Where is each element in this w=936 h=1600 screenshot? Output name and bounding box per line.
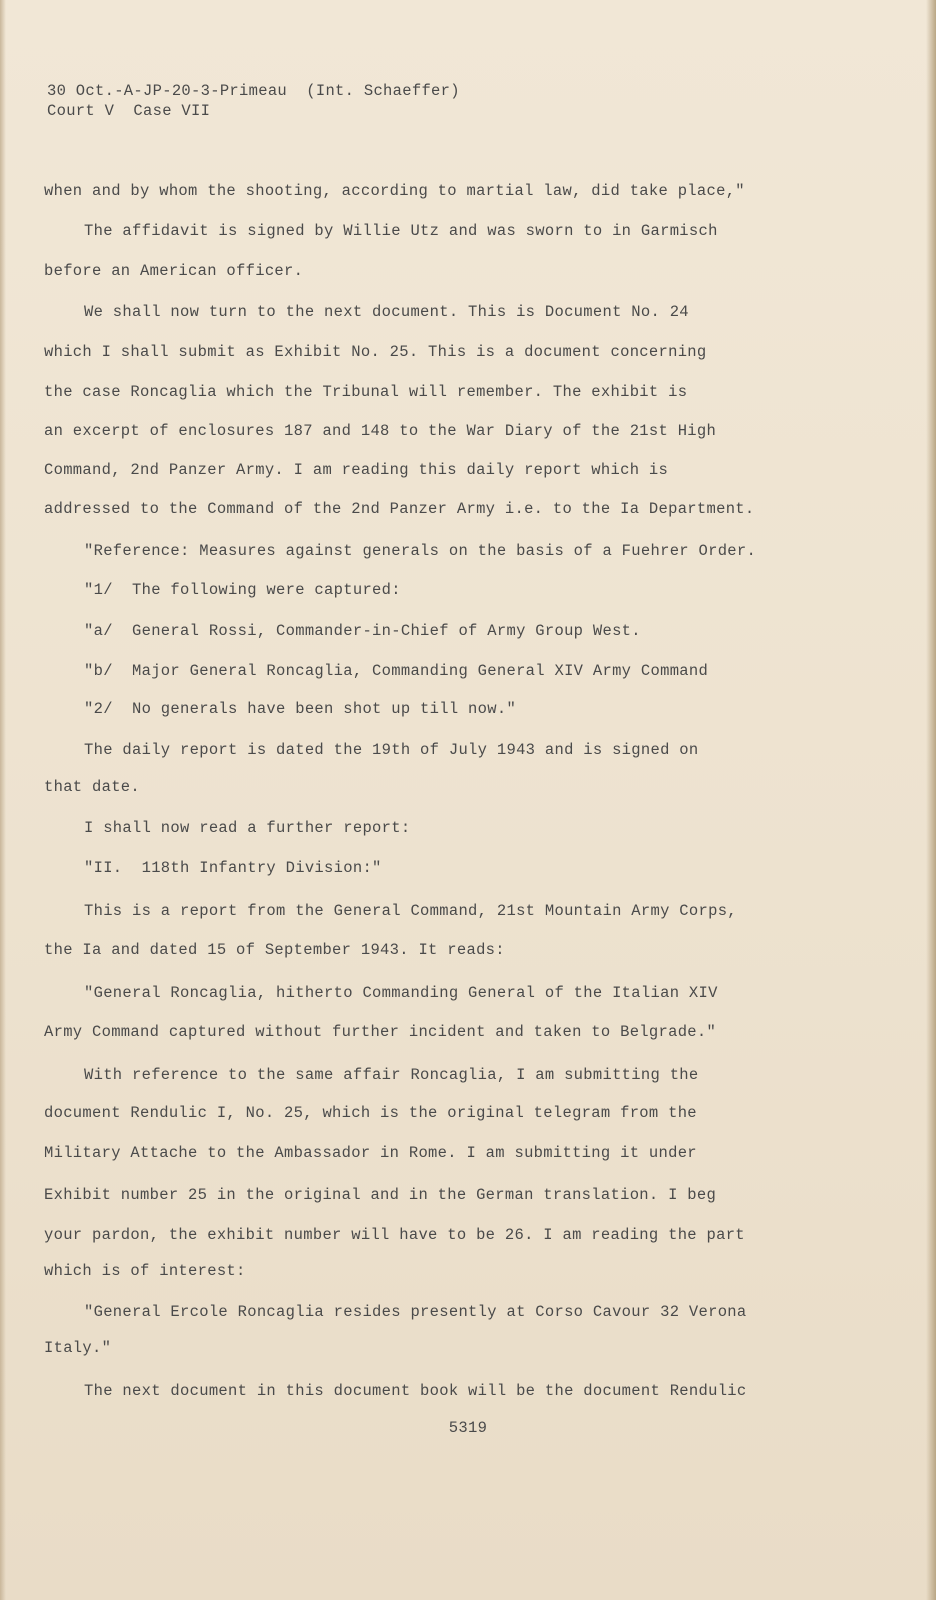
text-line: This is a report from the General Command, 21st Mountain Army Corps, xyxy=(84,902,737,920)
quote-line: "a/ General Rossi, Commander-in-Chief of Army Group West. xyxy=(84,622,641,640)
text-line: With reference to the same affair Roncaglia, I am submitting the xyxy=(84,1066,699,1084)
quote-line: "General Ercole Roncaglia resides presently at Corso Cavour 32 Verona xyxy=(84,1303,747,1321)
text-line: when and by whom the shooting, according to martial law, did take place," xyxy=(44,182,745,200)
page-edge-left xyxy=(0,0,6,1600)
quote-line: "Reference: Measures against generals on the basis of a Fuehrer Order. xyxy=(84,542,757,560)
quote-line: "II. 118th Infantry Division:" xyxy=(84,859,382,877)
text-line: The affidavit is signed by Willie Utz and was sworn to in Garmisch xyxy=(84,222,718,240)
quote-line: Army Command captured without further incident and taken to Belgrade." xyxy=(44,1023,717,1041)
text-line: an excerpt of enclosures 187 and 148 to the War Diary of the 21st High xyxy=(44,422,717,440)
text-line: addressed to the Command of the 2nd Panzer Army i.e. to the Ia Department. xyxy=(44,500,755,518)
text-line: which I shall submit as Exhibit No. 25. This is a document concerning xyxy=(44,343,707,361)
header-session-line: 30 Oct.-A-JP-20-3-Primeau (Int. Schaeffer) xyxy=(47,82,460,100)
quote-line: "2/ No generals have been shot up till now." xyxy=(84,700,517,718)
quote-line: "b/ Major General Roncaglia, Commanding General XIV Army Command xyxy=(84,662,709,680)
text-line: your pardon, the exhibit number will have to be 26. I am reading the part xyxy=(44,1226,745,1244)
text-line: which is of interest: xyxy=(44,1262,246,1280)
text-line: the Ia and dated 15 of September 1943. It reads: xyxy=(44,941,505,959)
quote-line: Italy." xyxy=(44,1339,112,1357)
text-line: We shall now turn to the next document. This is Document No. 24 xyxy=(84,303,689,321)
text-line: The next document in this document book will be the document Rendulic xyxy=(84,1382,747,1400)
text-line: Military Attache to the Ambassador in Rome. I am submitting it under xyxy=(44,1144,697,1162)
text-line: Exhibit number 25 in the original and in the German translation. I beg xyxy=(44,1186,717,1204)
page-edge-right xyxy=(926,0,936,1600)
text-line: The daily report is dated the 19th of July 1943 and is signed on xyxy=(84,741,699,759)
page-number: 5319 xyxy=(448,1419,488,1437)
text-line: Command, 2nd Panzer Army. I am reading this daily report which is xyxy=(44,461,669,479)
text-line: before an American officer. xyxy=(44,262,304,280)
quote-line: "General Roncaglia, hitherto Commanding General of the Italian XIV xyxy=(84,984,718,1002)
text-line: that date. xyxy=(44,778,141,796)
header-court-line: Court V Case VII xyxy=(47,102,211,120)
text-line: I shall now read a further report: xyxy=(84,819,411,837)
quote-line: "1/ The following were captured: xyxy=(84,581,401,599)
text-line: document Rendulic I, No. 25, which is the original telegram from the xyxy=(44,1104,697,1122)
text-line: the case Roncaglia which the Tribunal will remember. The exhibit is xyxy=(44,383,688,401)
